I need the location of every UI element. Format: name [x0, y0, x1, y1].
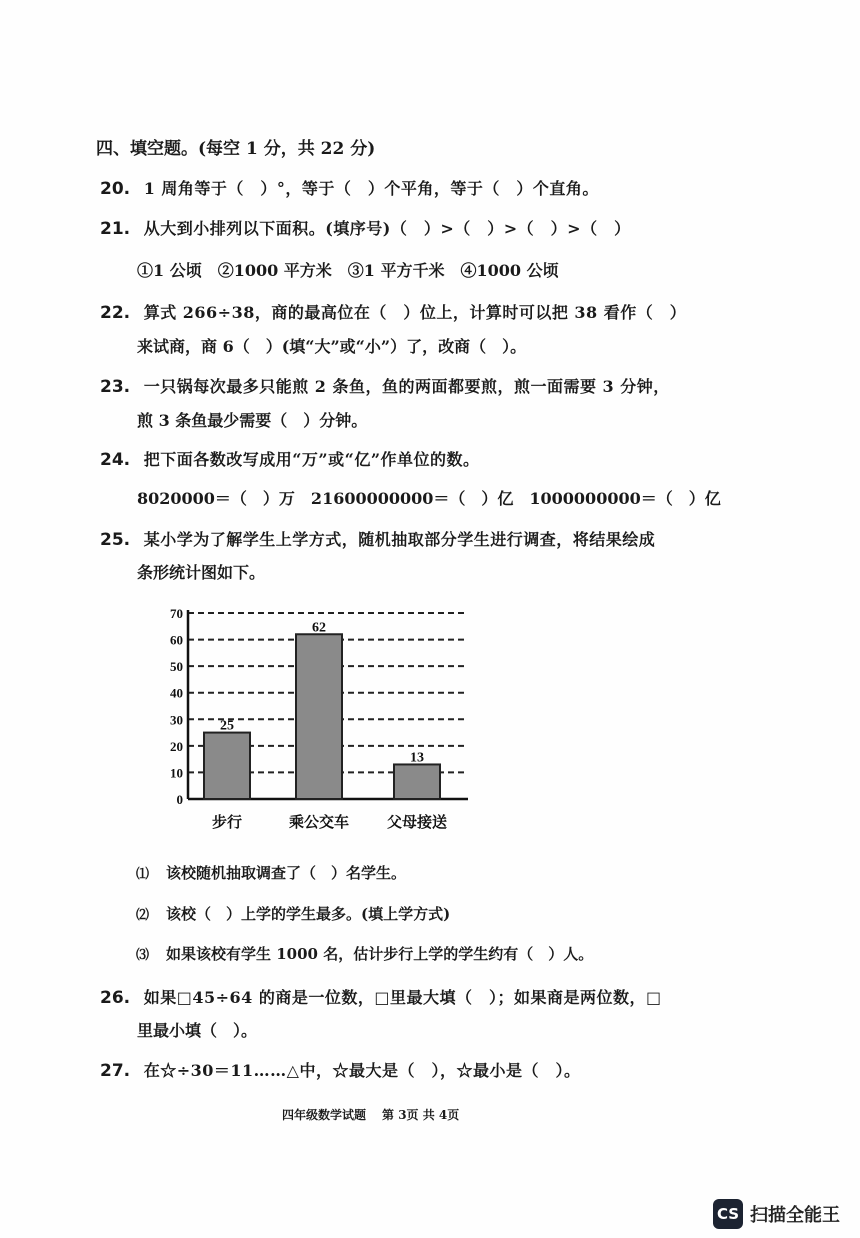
sub-number: ⑴ — [136, 867, 150, 882]
bar-chart — [150, 600, 480, 845]
data-label: 25 — [220, 718, 234, 734]
question-23 — [100, 374, 670, 397]
question-24-items: 8020000＝（ ）万 21600000000＝（ ）亿 1000000000＝（ ）亿 — [137, 489, 721, 508]
page-footer — [282, 1106, 475, 1123]
question-number: 25. — [100, 530, 131, 550]
question-text: 把下面各数改写成用“万”或“亿”作单位的数。 — [143, 450, 480, 469]
question-number: 24. — [100, 450, 131, 470]
x-tick-label: 步行 — [211, 813, 243, 831]
question-25 — [100, 527, 655, 550]
question-text: 如果□45÷64 的商是一位数，□里最大填（ ）；如果商是两位数，□ — [143, 988, 662, 1007]
question-22 — [100, 300, 686, 323]
question-26-line2: 里最小填（ ）。 — [137, 1021, 258, 1040]
question-text: 某小学为了解学生上学方式，随机抽取部分学生进行调查，将结果绘成 — [143, 530, 656, 549]
y-tick-label: 60 — [170, 632, 183, 648]
question-25-sub-3 — [136, 943, 593, 964]
question-number: 27. — [100, 1061, 131, 1081]
question-number: 20. — [100, 179, 131, 199]
y-tick-label: 40 — [170, 685, 183, 701]
sub-number: ⑶ — [136, 948, 150, 963]
section-title: 四、填空题。(每空 1 分，共 22 分) — [96, 139, 376, 159]
x-tick-label: 父母接送 — [386, 813, 448, 831]
question-23-line2: 煎 3 条鱼最少需要（ ）分钟。 — [137, 411, 368, 430]
y-tick-label: 10 — [170, 765, 183, 781]
question-27 — [100, 1058, 580, 1081]
question-text: 在☆÷30＝11……△中，☆最大是（ ），☆最小是（ ）。 — [143, 1061, 581, 1080]
question-text: 1 周角等于（ ）°，等于（ ）个平角，等于（ ）个直角。 — [143, 179, 599, 198]
question-text: 从大到小排列以下面积。(填序号)（ ）>（ ）>（ ）>（ ） — [143, 219, 631, 238]
question-20 — [100, 176, 599, 199]
sub-number: ⑵ — [136, 908, 150, 923]
question-number: 23. — [100, 377, 131, 397]
question-21-options: ①1 公顷 ②1000 平方米 ③1 平方千米 ④1000 公顷 — [137, 261, 559, 280]
sub-text: 该校（ ）上学的学生最多。(填上学方式) — [166, 905, 451, 923]
question-25-sub-2 — [136, 903, 450, 924]
question-number: 21. — [100, 219, 131, 239]
question-25-line2: 条形统计图如下。 — [137, 563, 266, 582]
question-24 — [100, 447, 480, 470]
bar — [394, 764, 440, 799]
scanner-watermark — [713, 1199, 840, 1229]
y-tick-label: 30 — [170, 712, 183, 728]
question-21 — [100, 216, 631, 239]
bar — [296, 634, 342, 799]
y-tick-label: 20 — [170, 738, 183, 754]
question-text: 一只锅每次最多只能煎 2 条鱼，鱼的两面都要煎，煎一面需要 3 分钟， — [143, 377, 670, 396]
x-tick-label: 乘公交车 — [288, 813, 350, 831]
bar — [204, 733, 250, 799]
data-label: 62 — [312, 620, 326, 636]
question-text: 算式 266÷38，商的最高位在（ ）位上，计算时可以把 38 看作（ ） — [143, 303, 687, 322]
sub-text: 如果该校有学生 1000 名，估计步行上学的学生约有（ ）人。 — [166, 945, 594, 963]
question-number: 22. — [100, 303, 131, 323]
data-label: 13 — [410, 750, 424, 766]
camscanner-logo-icon: CS — [713, 1199, 743, 1229]
question-22-line2: 来试商，商 6（ ）(填“大”或“小”）了，改商（ ）。 — [137, 337, 527, 356]
y-tick-label: 70 — [170, 606, 183, 621]
footer-subject: 四年级数学试题 — [282, 1108, 367, 1122]
question-26 — [100, 985, 662, 1008]
footer-page: 第 3页 共 4页 — [382, 1108, 460, 1122]
y-tick-label: 50 — [170, 659, 183, 675]
watermark-text: 扫描全能王 — [750, 1205, 840, 1226]
y-tick-label: 0 — [176, 792, 183, 807]
question-number: 26. — [100, 988, 131, 1008]
sub-text: 该校随机抽取调查了（ ）名学生。 — [166, 864, 407, 882]
question-25-sub-1 — [136, 862, 406, 883]
